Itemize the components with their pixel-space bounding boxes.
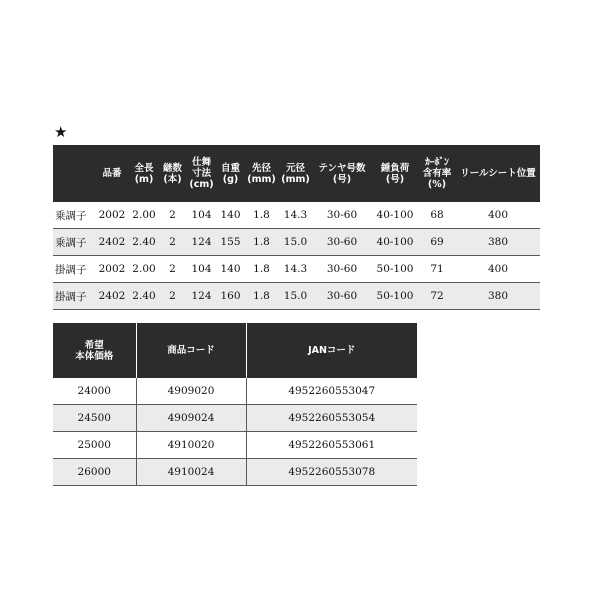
spec-cell: 69 bbox=[418, 229, 456, 256]
spec-cell: 2.00 bbox=[129, 256, 159, 283]
price-row bbox=[53, 459, 417, 486]
spec-cell: 15.0 bbox=[279, 283, 312, 310]
spec-cell: 124 bbox=[186, 283, 217, 310]
spec-header-length: 全長 (m) bbox=[129, 145, 159, 202]
spec-cell: 15.0 bbox=[279, 229, 312, 256]
spec-cell: 14.3 bbox=[279, 256, 312, 283]
spec-cell: 140 bbox=[217, 202, 244, 229]
price-row bbox=[53, 432, 417, 459]
spec-cell: 2.40 bbox=[129, 283, 159, 310]
product-code-cell: 4910020 bbox=[136, 432, 246, 459]
spec-cell: 2002 bbox=[95, 256, 129, 283]
spec-cell: 71 bbox=[418, 256, 456, 283]
price-table bbox=[53, 323, 417, 486]
spec-cell: 50-100 bbox=[372, 256, 418, 283]
spec-header-reel-seat: リールシート位置 bbox=[456, 145, 540, 202]
spec-cell: 40-100 bbox=[372, 229, 418, 256]
spec-cell: 2002 bbox=[95, 202, 129, 229]
spec-cell: 40-100 bbox=[372, 202, 418, 229]
spec-cell: 104 bbox=[186, 202, 217, 229]
spec-cell: 1.8 bbox=[244, 229, 279, 256]
spec-cell: 380 bbox=[456, 229, 540, 256]
spec-cell: 50-100 bbox=[372, 283, 418, 310]
spec-cell: 掛調子 bbox=[53, 283, 95, 310]
spec-cell: 160 bbox=[217, 283, 244, 310]
spec-cell: 掛調子 bbox=[53, 256, 95, 283]
spec-cell: 400 bbox=[456, 256, 540, 283]
spec-cell: 68 bbox=[418, 202, 456, 229]
spec-header-part-number: 品番 bbox=[95, 145, 129, 202]
price-row bbox=[53, 378, 417, 405]
spec-row bbox=[53, 229, 540, 256]
spec-cell: 1.8 bbox=[244, 283, 279, 310]
spec-cell: 2.00 bbox=[129, 202, 159, 229]
price-header-jan-code: JANコード bbox=[246, 323, 417, 378]
price-cell: 26000 bbox=[53, 459, 136, 486]
product-code-cell: 4910024 bbox=[136, 459, 246, 486]
spec-cell: 380 bbox=[456, 283, 540, 310]
jan-code-cell: 4952260553047 bbox=[246, 378, 417, 405]
spec-cell: 乗調子 bbox=[53, 229, 95, 256]
jan-code-cell: 4952260553078 bbox=[246, 459, 417, 486]
spec-cell: 2 bbox=[159, 229, 186, 256]
price-header-product-code: 商品コード bbox=[136, 323, 246, 378]
spec-cell: 30-60 bbox=[312, 256, 372, 283]
jan-code-cell: 4952260553061 bbox=[246, 432, 417, 459]
spec-cell: 1.8 bbox=[244, 202, 279, 229]
spec-cell: 2 bbox=[159, 256, 186, 283]
spec-header-butt-diameter: 元径 (mm) bbox=[279, 145, 312, 202]
price-cell: 24000 bbox=[53, 378, 136, 405]
spec-row bbox=[53, 283, 540, 310]
spec-header-model bbox=[53, 145, 95, 202]
spec-header-sinker-load: 錘負荷 (号) bbox=[372, 145, 418, 202]
price-header-retail-price: 希望 本体価格 bbox=[53, 323, 136, 378]
spec-cell: 2402 bbox=[95, 229, 129, 256]
spec-cell: 72 bbox=[418, 283, 456, 310]
spec-header-carbon-content: ｶｰﾎﾞﾝ 含有率 (%) bbox=[418, 145, 456, 202]
spec-cell: 2402 bbox=[95, 283, 129, 310]
spec-cell: 30-60 bbox=[312, 229, 372, 256]
spec-cell: 104 bbox=[186, 256, 217, 283]
spec-header-tip-diameter: 先径 (mm) bbox=[244, 145, 279, 202]
spec-cell: 14.3 bbox=[279, 202, 312, 229]
price-cell: 24500 bbox=[53, 405, 136, 432]
price-cell: 25000 bbox=[53, 432, 136, 459]
spec-cell: 30-60 bbox=[312, 283, 372, 310]
product-code-cell: 4909020 bbox=[136, 378, 246, 405]
jan-code-cell: 4952260553054 bbox=[246, 405, 417, 432]
spec-cell: 1.8 bbox=[244, 256, 279, 283]
spec-cell: 2.40 bbox=[129, 229, 159, 256]
spec-header-closed-length: 仕舞 寸法 (cm) bbox=[186, 145, 217, 202]
star-marker: ★ bbox=[54, 123, 68, 141]
price-row bbox=[53, 405, 417, 432]
product-code-cell: 4909024 bbox=[136, 405, 246, 432]
spec-cell: 30-60 bbox=[312, 202, 372, 229]
spec-header-tenya-size: テンヤ号数 (号) bbox=[312, 145, 372, 202]
spec-header-weight: 自重 (g) bbox=[217, 145, 244, 202]
spec-header-row bbox=[53, 145, 540, 202]
spec-row bbox=[53, 202, 540, 229]
spec-cell: 400 bbox=[456, 202, 540, 229]
spec-cell: 155 bbox=[217, 229, 244, 256]
spec-cell: 2 bbox=[159, 202, 186, 229]
spec-header-pieces: 継数 (本) bbox=[159, 145, 186, 202]
price-header-row bbox=[53, 323, 417, 378]
spec-cell: 2 bbox=[159, 283, 186, 310]
spec-row bbox=[53, 256, 540, 283]
spec-cell: 124 bbox=[186, 229, 217, 256]
spec-cell: 乗調子 bbox=[53, 202, 95, 229]
spec-cell: 140 bbox=[217, 256, 244, 283]
spec-table bbox=[53, 145, 540, 310]
